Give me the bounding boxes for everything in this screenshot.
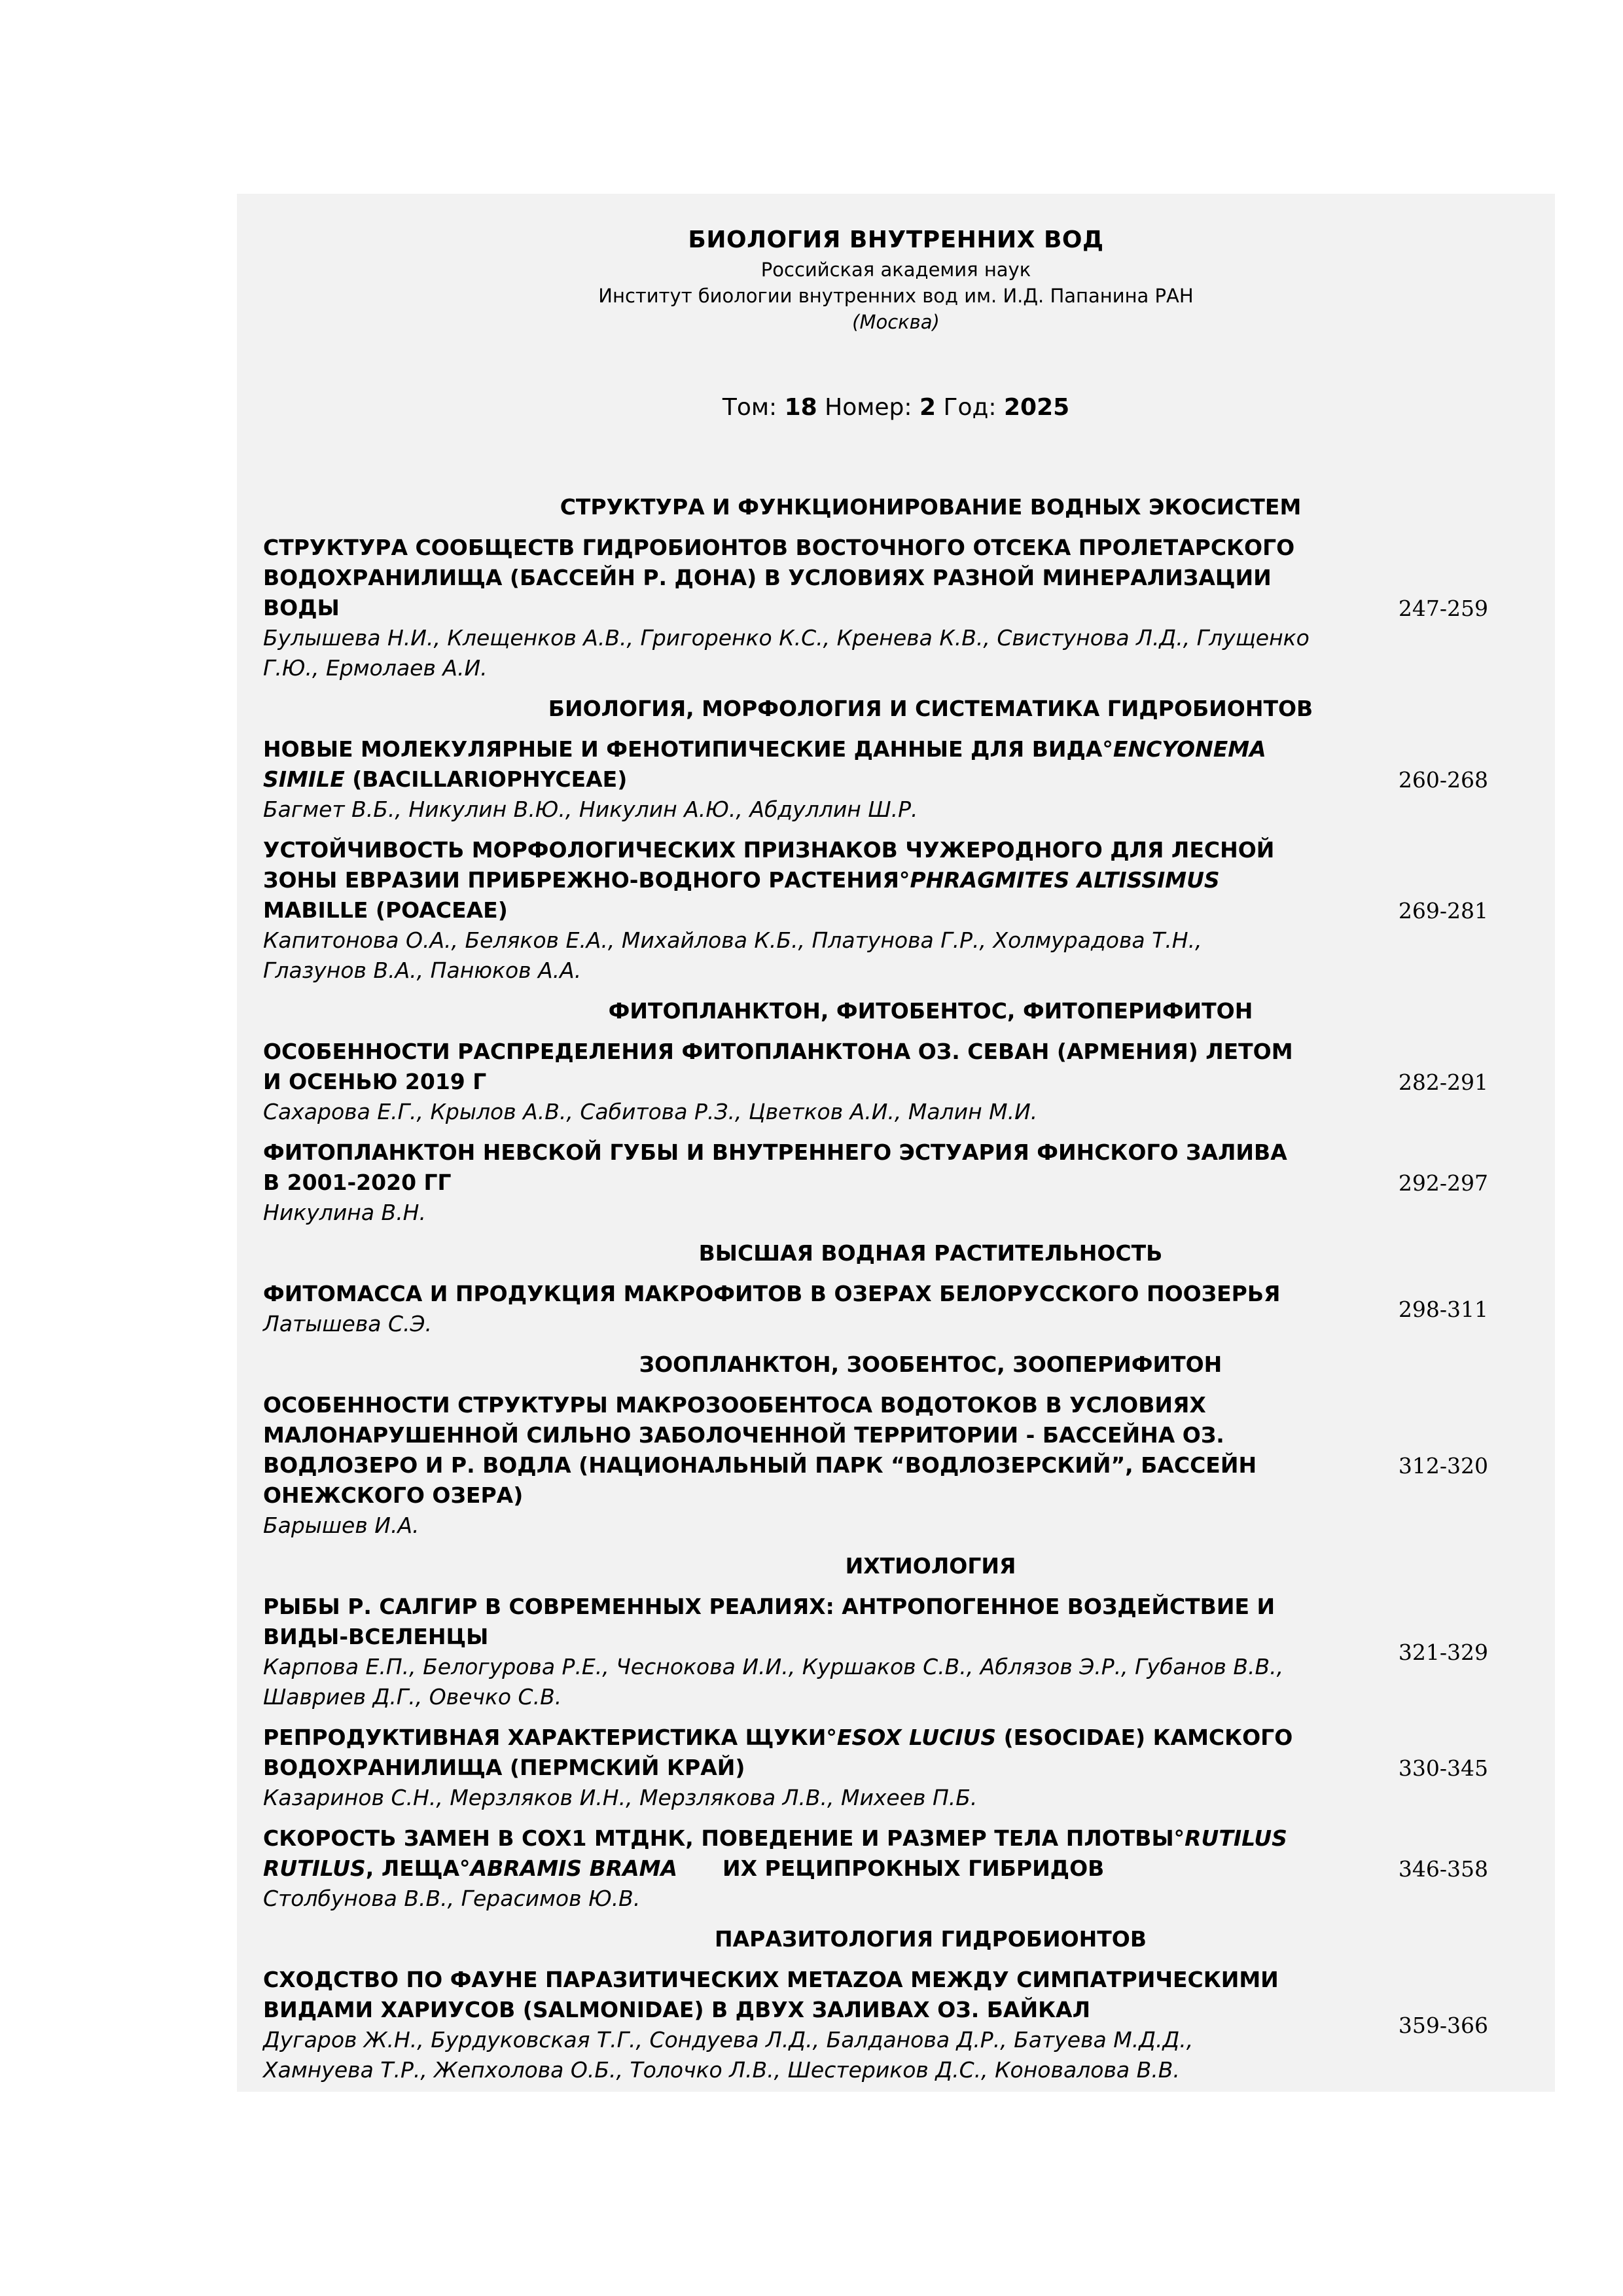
article-authors: Капитонова О.А., Беляков Е.А., Михайлова К.Б., Платунова Г.Р., Холмурадова Т.Н., Глазунов В.А., Панюков А.А.: [263, 927, 1202, 983]
section-heading: СТРУКТУРА И ФУНКЦИОНИРОВАНИЕ ВОДНЫХ ЭКОСИСТЕМ: [560, 494, 1302, 520]
article-title[interactable]: ФИТОМАССА И ПРОДУКЦИЯ МАКРОФИТОВ В ОЗЕРАХ БЕЛОРУССКОГО ПООЗЕРЬЯ: [263, 1281, 1281, 1306]
toc-entry-body: [263, 1965, 1310, 2085]
article-pages: 269-281: [1398, 897, 1488, 924]
toc-entry[interactable]: [263, 533, 1520, 683]
journal-title: БИОЛОГИЯ ВНУТРЕННИХ ВОД: [688, 226, 1104, 253]
title-text: , ЛЕЩА°: [365, 1856, 471, 1881]
article-title[interactable]: СТРУКТУРА СООБЩЕСТВ ГИДРОБИОНТОВ ВОСТОЧНОГО ОТСЕКА ПРОЛЕТАРСКОГО ВОДОХРАНИЛИЩА (БАССЕЙН Р. ДОНА) В УСЛОВИЯХ РАЗНОЙ МИНЕРАЛИЗАЦИИ ВОДЫ: [263, 535, 1295, 620]
article-title[interactable]: РЫБЫ Р. САЛГИР В СОВРЕМЕННЫХ РЕАЛИЯХ: АНТРОПОГЕННОЕ ВОЗДЕЙСТВИЕ И ВИДЫ-ВСЕЛЕНЦЫ: [263, 1594, 1275, 1649]
toc-entry[interactable]: [263, 1965, 1520, 2085]
toc-entry-body: [263, 1138, 1310, 1228]
article-authors: Багмет В.Б., Никулин В.Ю., Никулин А.Ю., Абдуллин Ш.Р.: [263, 797, 918, 822]
toc-entry[interactable]: [263, 835, 1520, 986]
article-title[interactable]: [263, 1823, 1310, 1884]
toc-entry[interactable]: [263, 1723, 1520, 1813]
year-value: 2025: [1003, 394, 1070, 421]
institute-name: Институт биологии внутренних вод им. И.Д. Папанина РАН: [598, 285, 1194, 307]
article-pages: 292-297: [1398, 1170, 1488, 1196]
species-name: ENCYONEMA SIMILE: [263, 736, 1266, 792]
article-pages: 330-345: [1398, 1755, 1488, 1781]
section-heading: ФИТОПЛАНКТОН, ФИТОБЕНТОС, ФИТОПЕРИФИТОН: [608, 998, 1253, 1024]
article-pages: 321-329: [1398, 1639, 1488, 1665]
title-text: НОВЫЕ МОЛЕКУЛЯРНЫЕ И ФЕНОТИПИЧЕСКИЕ ДАННЫЕ ДЛЯ ВИДА°: [263, 736, 1113, 762]
publisher-city: (Москва): [852, 311, 940, 333]
title-text: СКОРОСТЬ ЗАМЕН В COX1 МТДНК, ПОВЕДЕНИЕ И РАЗМЕР ТЕЛА ПЛОТВЫ°: [263, 1825, 1185, 1851]
toc-entry-body: [263, 835, 1310, 986]
article-pages: 247-259: [1398, 595, 1488, 621]
section-heading: ЗООПЛАНКТОН, ЗООБЕНТОС, ЗООПЕРИФИТОН: [639, 1352, 1222, 1377]
toc-entry-body: [263, 1592, 1310, 1712]
title-text: УСТОЙЧИВОСТЬ МОРФОЛОГИЧЕСКИХ ПРИЗНАКОВ ЧУЖЕРОДНОГО ДЛЯ ЛЕСНОЙ ЗОНЫ ЕВРАЗИИ ПРИБРЕЖНО-ВОДНОГО РАСТЕНИЯ°: [263, 837, 1275, 893]
article-pages: 312-320: [1398, 1452, 1488, 1479]
toc-entry-body: [263, 1279, 1310, 1339]
section-heading: ПАРАЗИТОЛОГИЯ ГИДРОБИОНТОВ: [715, 1926, 1147, 1952]
article-title[interactable]: СХОДСТВО ПО ФАУНЕ ПАРАЗИТИЧЕСКИХ METAZOA МЕЖДУ СИМПАТРИЧЕСКИМИ ВИДАМИ ХАРИУСОВ (SALMONIDAE) В ДВУХ ЗАЛИВАХ ОЗ. БАЙКАЛ: [263, 1967, 1279, 2022]
publisher-name: Российская академия наук: [760, 259, 1031, 281]
toc-entry[interactable]: [263, 1279, 1520, 1339]
article-pages: 298-311: [1398, 1296, 1488, 1322]
title-text: MABILLE (POACEAE): [263, 897, 508, 923]
article-authors: Булышева Н.И., Клещенков А.В., Григоренко К.С., Кренева К.В., Свистунова Л.Д., Глущенко Г.Ю., Ермолаев А.И.: [263, 625, 1310, 681]
toc-entry-body: [263, 533, 1310, 683]
article-authors: Казаринов С.Н., Мерзляков И.Н., Мерзлякова Л.В., Михеев П.Б.: [263, 1785, 978, 1810]
toc-entry-body: [263, 1723, 1310, 1813]
article-authors: Карпова Е.П., Белогурова Р.Е., Чеснокова И.И., Куршаков С.В., Аблязов Э.Р., Губанов В.В., Шавриев Д.Г., Овечко С.В.: [263, 1654, 1284, 1710]
toc-entry[interactable]: [263, 734, 1520, 825]
toc-entry-body: [263, 1037, 1310, 1127]
volume-label: Том:: [722, 394, 777, 421]
section-heading: БИОЛОГИЯ, МОРФОЛОГИЯ И СИСТЕМАТИКА ГИДРОБИОНТОВ: [548, 696, 1313, 721]
article-title[interactable]: ОСОБЕННОСТИ СТРУКТУРЫ МАКРОЗООБЕНТОСА ВОДОТОКОВ В УСЛОВИЯХ МАЛОНАРУШЕННОЙ СИЛЬНО ЗАБОЛОЧЕННОЙ ТЕРРИТОРИИ - БАССЕЙНА ОЗ. ВОДЛОЗЕРО И Р. ВОДЛА (НАЦИОНАЛЬНЫЙ ПАРК “ВОДЛОЗЕРСКИЙ”, БАССЕЙН ОНЕЖСКОГО ОЗЕРА): [263, 1392, 1257, 1508]
number-label: Номер:: [825, 394, 912, 421]
article-authors: Сахарова Е.Г., Крылов А.В., Сабитова Р.З., Цветков А.И., Малин М.И.: [263, 1099, 1038, 1124]
toc-entry[interactable]: [263, 1037, 1520, 1127]
species-name: RUTILUS RUTILUS: [263, 1825, 1295, 1881]
toc-entry[interactable]: [263, 1592, 1520, 1712]
article-pages: 359-366: [1398, 2012, 1488, 2038]
toc-entry-body: [263, 1390, 1310, 1541]
table-of-contents: [263, 490, 1520, 2096]
article-pages: 260-268: [1398, 766, 1488, 793]
article-authors: Латышева С.Э.: [263, 1311, 433, 1336]
species-name: PHRAGMITES ALTISSIMUS: [910, 867, 1220, 893]
article-pages: 346-358: [1398, 1856, 1488, 1882]
article-pages: 282-291: [1398, 1069, 1488, 1095]
year-label: Год:: [943, 394, 997, 421]
article-title[interactable]: [263, 835, 1310, 925]
title-text: ИХ РЕЦИПРОКНЫХ ГИБРИДОВ: [677, 1856, 1105, 1881]
title-text: РЕПРОДУКТИВНАЯ ХАРАКТЕРИСТИКА ЩУКИ°: [263, 1725, 837, 1750]
journal-masthead: [237, 224, 1555, 335]
article-authors: Барышев И.А.: [263, 1513, 419, 1538]
article-title[interactable]: ФИТОПЛАНКТОН НЕВСКОЙ ГУБЫ И ВНУТРЕННЕГО ЭСТУАРИЯ ФИНСКОГО ЗАЛИВА В 2001-2020 ГГ: [263, 1139, 1287, 1195]
toc-entry-body: [263, 1823, 1310, 1914]
title-text: (ESOCIDAE) КАМСКОГО ВОДОХРАНИЛИЩА (ПЕРМСКИЙ КРАЙ): [263, 1725, 1293, 1780]
article-authors: Дугаров Ж.Н., Бурдуковская Т.Г., Сондуева Л.Д., Балданова Д.Р., Батуева М.Д.Д., Хамнуева Т.Р., Жепхолова О.Б., Толочко Л.В., Шестериков Д.С., Коновалова В.В.: [263, 2027, 1194, 2083]
toc-entry[interactable]: [263, 1823, 1520, 1914]
number-value: 2: [919, 394, 936, 421]
toc-entry-body: [263, 734, 1310, 825]
article-authors: Никулина В.Н.: [263, 1200, 426, 1225]
species-name: ESOX LUCIUS: [836, 1725, 997, 1750]
contents-sheet: [237, 194, 1555, 2092]
volume-value: 18: [784, 394, 817, 421]
toc-entry[interactable]: [263, 1138, 1520, 1228]
article-title[interactable]: [263, 734, 1310, 795]
article-authors: Столбунова В.В., Герасимов Ю.В.: [263, 1886, 641, 1911]
title-text: (BACILLARIOPHYCEAE): [344, 766, 628, 792]
article-title[interactable]: [263, 1723, 1310, 1783]
section-heading: ИХТИОЛОГИЯ: [845, 1553, 1016, 1579]
article-title[interactable]: ОСОБЕННОСТИ РАСПРЕДЕЛЕНИЯ ФИТОПЛАНКТОНА ОЗ. СЕВАН (АРМЕНИЯ) ЛЕТОМ И ОСЕНЬЮ 2019 Г: [263, 1039, 1293, 1094]
section-heading: ВЫСШАЯ ВОДНАЯ РАСТИТЕЛЬНОСТЬ: [698, 1240, 1163, 1266]
issue-info: [237, 391, 1555, 424]
toc-entry[interactable]: [263, 1390, 1520, 1541]
species-name: ABRAMIS BRAMA: [470, 1856, 678, 1881]
